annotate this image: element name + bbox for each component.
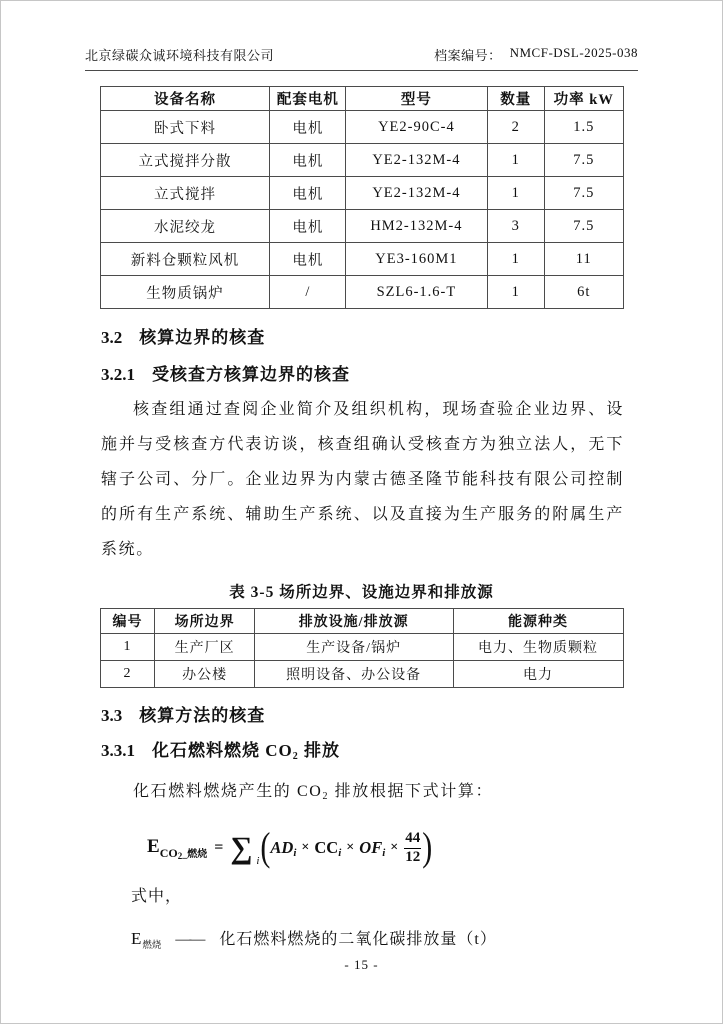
section-title: 核算方法的核查 bbox=[139, 706, 266, 725]
multiply-sign: × bbox=[301, 840, 310, 855]
table-cell: 卧式下料 bbox=[100, 111, 270, 144]
table-cell: HM2-132M-4 bbox=[346, 210, 487, 243]
column-header: 数量 bbox=[487, 87, 545, 111]
archive-number: NMCF-DSL-2025-038 bbox=[509, 45, 638, 60]
table-cell: 3 bbox=[487, 210, 545, 243]
equipment-table-header-row bbox=[100, 87, 623, 111]
table-cell: 立式搅拌分散 bbox=[100, 144, 270, 177]
table-cell: 生产设备/锅炉 bbox=[254, 634, 453, 661]
table-row bbox=[100, 276, 623, 309]
section-number: 3.2.1 bbox=[101, 365, 135, 384]
table-cell: 1 bbox=[100, 634, 155, 661]
table-row bbox=[100, 243, 623, 276]
table-cell: 生物质锅炉 bbox=[100, 276, 270, 309]
equipment-table bbox=[100, 86, 624, 309]
table-cell: 办公楼 bbox=[155, 661, 254, 688]
table-row bbox=[100, 661, 623, 688]
table-cell: 电机 bbox=[270, 144, 346, 177]
table-3-5-caption: 表 3-5 场所边界、设施边界和排放源 bbox=[229, 584, 494, 601]
term-definition-e bbox=[131, 926, 638, 951]
column-header: 配套电机 bbox=[270, 87, 346, 111]
boundary-table bbox=[100, 608, 624, 688]
table-cell: 电机 bbox=[270, 243, 346, 276]
column-header: 能源种类 bbox=[453, 609, 623, 634]
formula-lhs: $E_{CO2\_燃烧}$ bbox=[147, 835, 208, 861]
column-header: 排放设施/排放源 bbox=[254, 609, 453, 634]
table-cell: 2 bbox=[487, 111, 545, 144]
term-OF: $OF_i$ bbox=[359, 837, 386, 859]
multiply-sign: × bbox=[346, 840, 355, 855]
table-cell: 1.5 bbox=[545, 111, 623, 144]
equals-sign: = bbox=[214, 839, 224, 856]
table-cell: 1 bbox=[487, 177, 545, 210]
table-cell: 电机 bbox=[270, 210, 346, 243]
page-header bbox=[85, 45, 638, 71]
table-cell: 电机 bbox=[270, 177, 346, 210]
term-AD: $AD_i$ bbox=[270, 837, 297, 859]
co2-combustion-formula bbox=[147, 820, 638, 876]
where-label: 式中， bbox=[131, 888, 183, 905]
table-row bbox=[100, 111, 623, 144]
fraction-44-12: $\frac{44}{12}$ bbox=[405, 830, 421, 865]
close-paren: ) bbox=[422, 825, 433, 870]
table-cell: 1 bbox=[487, 144, 545, 177]
table-cell: 新料仓颗粒风机 bbox=[100, 243, 270, 276]
table-cell: YE2-132M-4 bbox=[346, 177, 487, 210]
column-header: 编号 bbox=[100, 609, 155, 634]
section-title: 受核查方核算边界的核查 bbox=[152, 365, 350, 384]
table-cell: 11 bbox=[545, 243, 623, 276]
column-header: 设备名称 bbox=[100, 87, 270, 111]
table-cell: 生产厂区 bbox=[155, 634, 254, 661]
table-cell: 电机 bbox=[270, 111, 346, 144]
definition-symbol: $E_{燃烧}$ bbox=[131, 929, 162, 951]
table-row bbox=[100, 210, 623, 243]
table-cell: 6t bbox=[545, 276, 623, 309]
table-cell: 水泥绞龙 bbox=[100, 210, 270, 243]
header-archive bbox=[434, 45, 638, 64]
table-cell: 1 bbox=[487, 243, 545, 276]
page-number: - 15 - bbox=[344, 957, 379, 972]
table-row bbox=[100, 144, 623, 177]
column-header: 功率 kW bbox=[545, 87, 623, 111]
formula-intro: 化石燃料燃烧产生的 $CO_2$ 排放根据下式计算： bbox=[133, 783, 494, 802]
section-heading-3-3 bbox=[101, 705, 638, 727]
archive-label: 档案编号： bbox=[434, 48, 502, 63]
table-cell: 立式搅拌 bbox=[100, 177, 270, 210]
section-title: 化石燃料燃烧 $CO_2$ 排放 bbox=[152, 741, 340, 762]
table-cell: YE2-90C-4 bbox=[346, 111, 487, 144]
table-cell: 7.5 bbox=[545, 210, 623, 243]
section-heading-3-3-1 bbox=[101, 740, 638, 768]
table-cell: 电力 bbox=[453, 661, 623, 688]
term-CC: $CC_i$ bbox=[314, 837, 342, 859]
table-cell: 2 bbox=[100, 661, 155, 688]
boundary-review-paragraph: 核查组通过查阅企业简介及组织机构，现场查验企业边界、设施并与受核查方代表访谈，核查组确认受核查方为独立法人，无下辖子公司、分厂。企业边界为内蒙古德圣隆节能科技有限公司控制的所有生产系统、辅助生产系统、以及直接为生产服务的附属生产系统。 bbox=[101, 401, 624, 558]
table-cell: 照明设备、办公设备 bbox=[254, 661, 453, 688]
section-number: 3.2 bbox=[101, 328, 123, 347]
definition-text: 化石燃料燃烧的二氧化碳排放量（t） bbox=[219, 931, 497, 948]
table-cell: 1 bbox=[487, 276, 545, 309]
section-heading-3-2-1 bbox=[101, 364, 638, 386]
definition-dash: —— bbox=[175, 931, 204, 948]
multiply-sign: × bbox=[390, 840, 399, 855]
column-header: 场所边界 bbox=[155, 609, 254, 634]
table-cell: YE2-132M-4 bbox=[346, 144, 487, 177]
header-company-name: 北京绿碳众诚环境科技有限公司 bbox=[85, 48, 275, 63]
table-cell: 电力、生物质颗粒 bbox=[453, 634, 623, 661]
open-paren: ( bbox=[260, 825, 271, 870]
section-title: 核算边界的核查 bbox=[139, 328, 266, 347]
section-number: 3.3.1 bbox=[101, 741, 135, 760]
section-heading-3-2 bbox=[101, 327, 638, 349]
table-cell: / bbox=[270, 276, 346, 309]
section-number: 3.3 bbox=[101, 706, 123, 725]
table-cell: 7.5 bbox=[545, 144, 623, 177]
table-cell: YE3-160M1 bbox=[346, 243, 487, 276]
subscript-2: 2 bbox=[322, 791, 330, 802]
boundary-table-header-row bbox=[100, 609, 623, 634]
table-cell: SZL6-1.6-T bbox=[346, 276, 487, 309]
table-cell: 7.5 bbox=[545, 177, 623, 210]
table-row bbox=[100, 634, 623, 661]
summation-symbol: ∑ i bbox=[230, 830, 260, 867]
subscript-2: 2 bbox=[292, 751, 299, 762]
column-header: 型号 bbox=[346, 87, 487, 111]
table-row bbox=[100, 177, 623, 210]
